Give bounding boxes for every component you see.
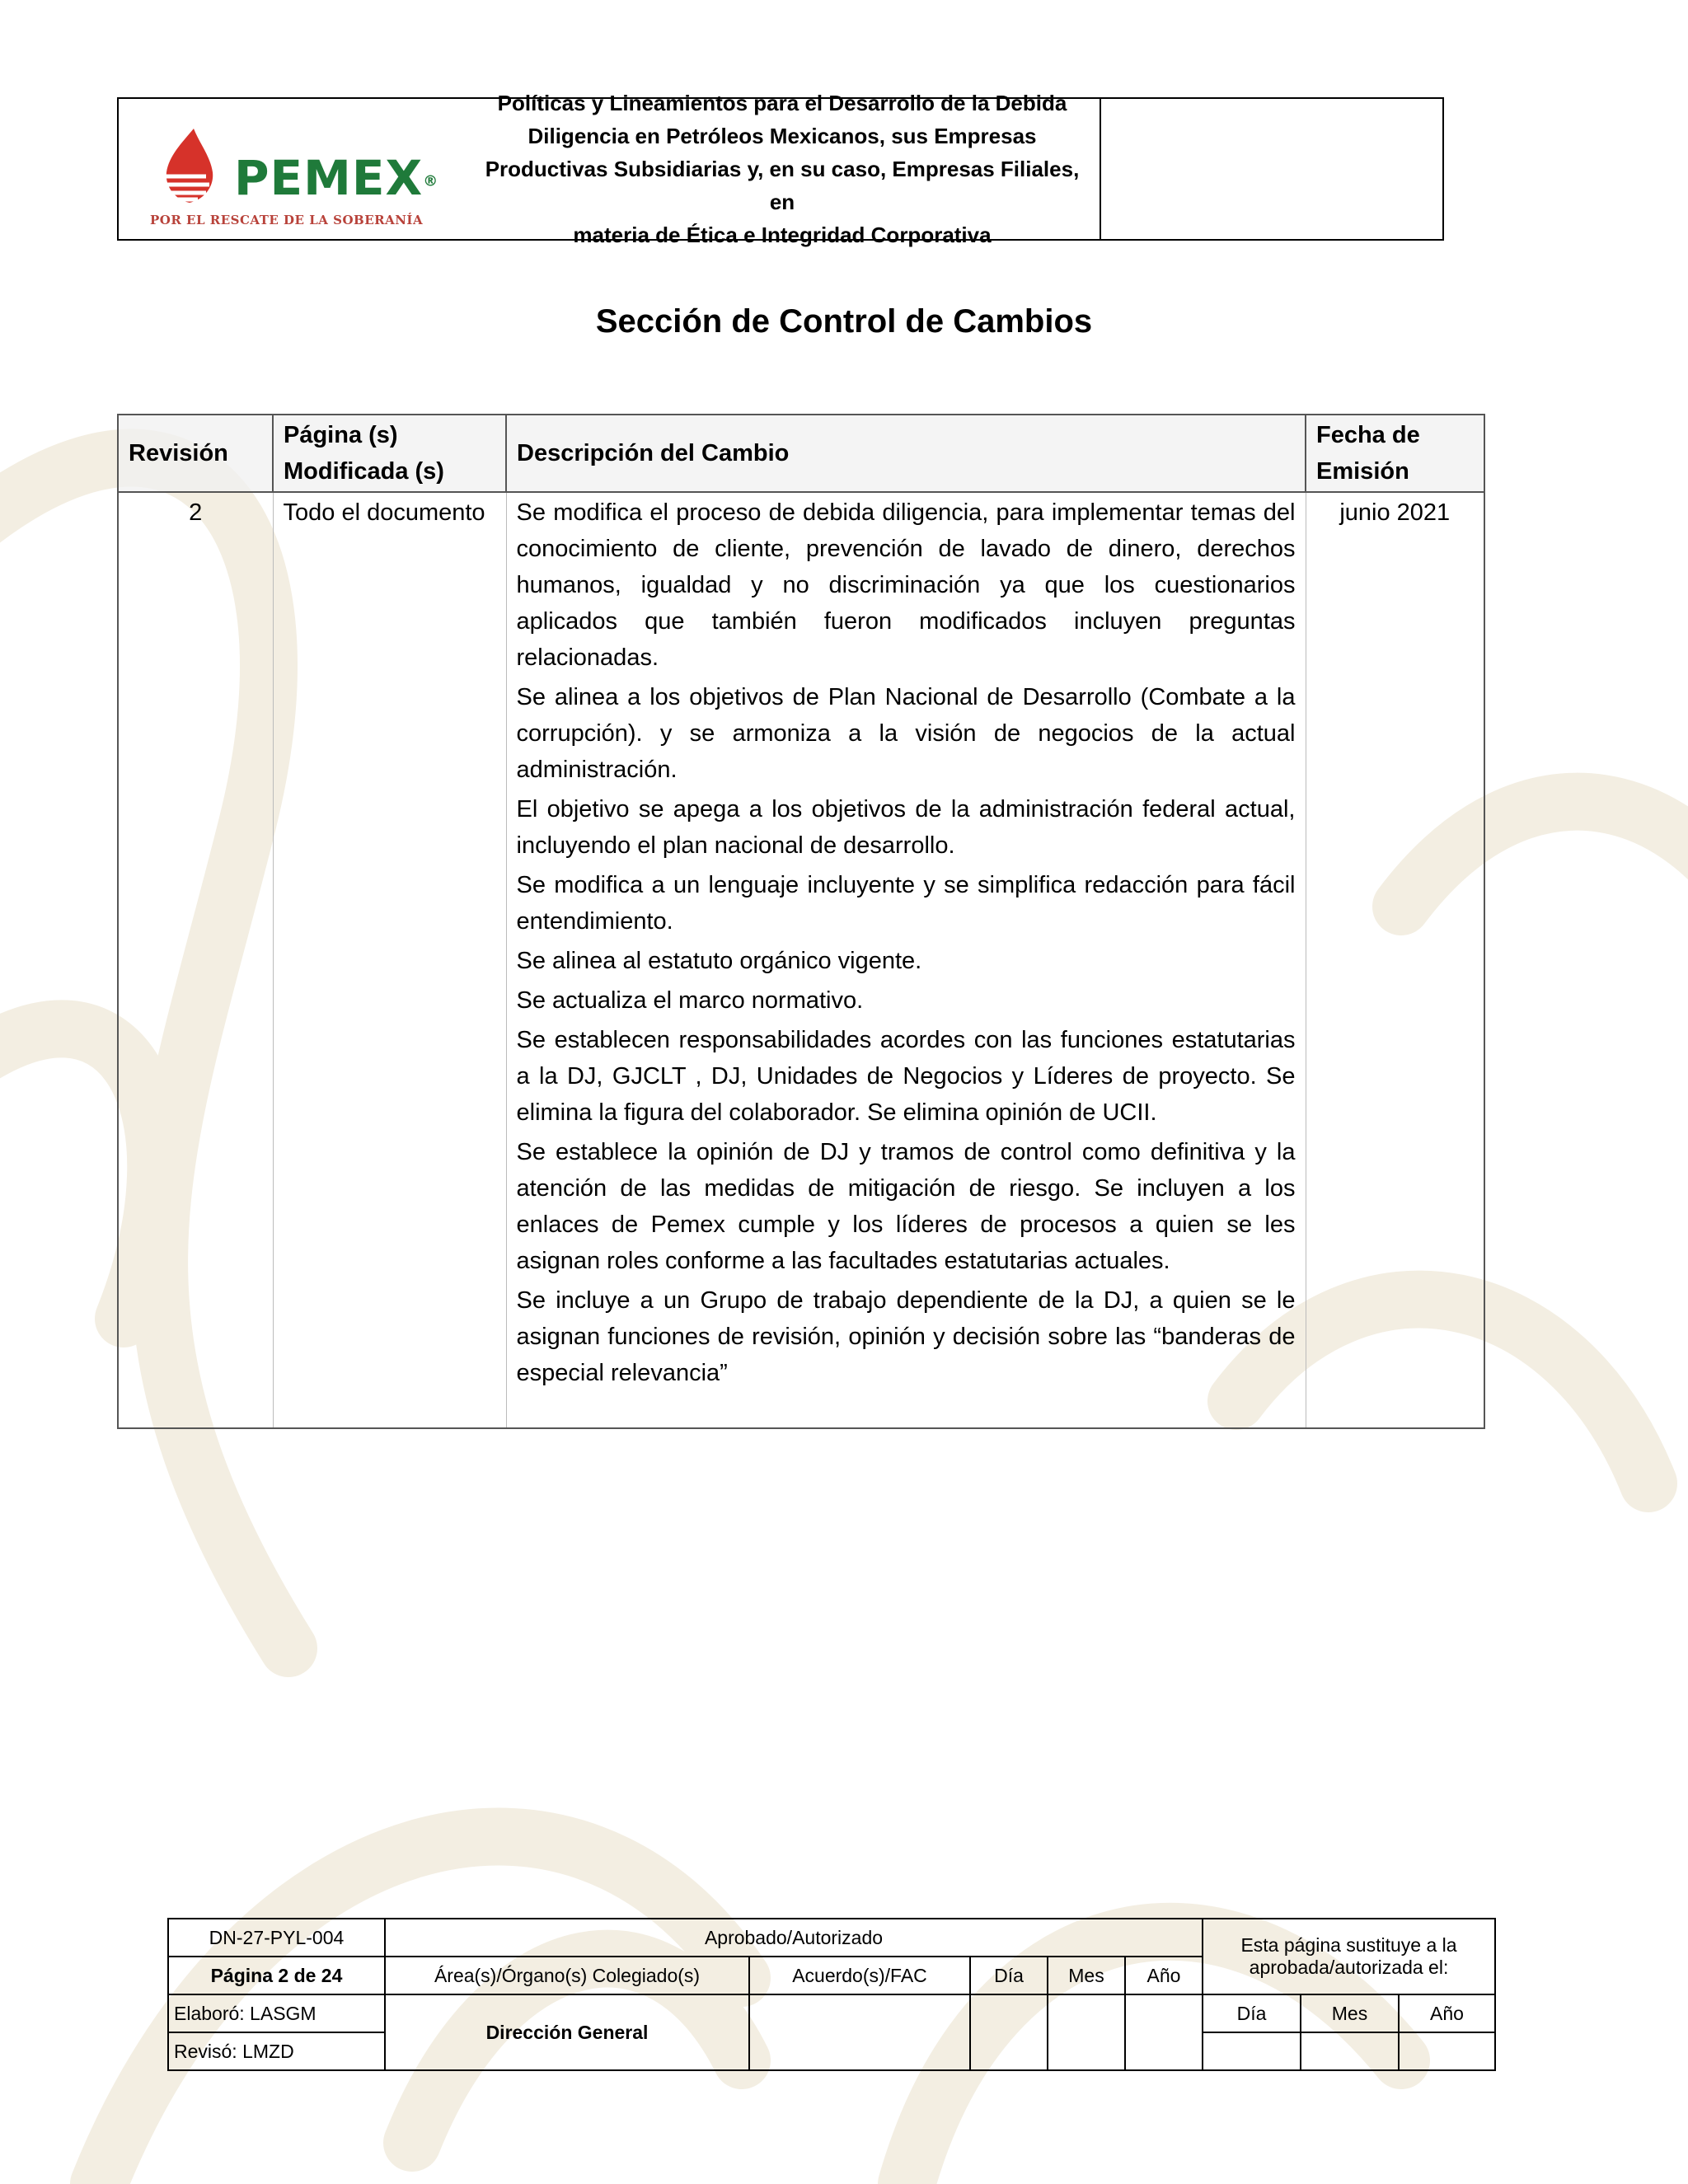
footer-doc-code: DN-27-PYL-004 xyxy=(168,1919,385,1957)
footer-replaces-day-value xyxy=(1203,2032,1301,2070)
footer-agreement-value xyxy=(749,1994,970,2070)
footer-area-label: Área(s)/Órgano(s) Colegiado(s) xyxy=(385,1957,749,1994)
pemex-tagline: POR EL RESCATE DE LA SOBERANÍA xyxy=(150,213,424,227)
header-blank-cell xyxy=(1100,99,1442,239)
footer-day-value xyxy=(970,1994,1048,2070)
description-paragraph: Se alinea al estatuto orgánico vigente. xyxy=(516,948,922,974)
footer-agreement-label: Acuerdo(s)/FAC xyxy=(749,1957,970,1994)
header-pages: Página (s) Modificada (s) xyxy=(273,415,506,492)
pemex-logo xyxy=(119,99,465,239)
footer-table xyxy=(167,1918,1496,2071)
footer-year-label: Año xyxy=(1125,1957,1203,1994)
document-header xyxy=(117,91,1444,247)
table-header-row xyxy=(118,415,1484,492)
footer-page-number: Página 2 de 24 xyxy=(168,1957,385,1994)
footer-replaces-label: Esta página sustituye a la aprobada/autorizada el: xyxy=(1203,1919,1495,1994)
footer-row xyxy=(168,1994,1495,2032)
description-paragraph: Se incluye a un Grupo de trabajo dependiente de la DJ, a quien se le asignan funciones de revisión, opinión y decisión sobre las “banderas de especial relevancia” xyxy=(516,1287,1296,1386)
pemex-eagle-icon xyxy=(148,127,231,209)
description-paragraph: Se establecen responsabilidades acordes con las funciones estatutarias a la DJ, GJCLT , DJ, Unidades de Negocios y Líderes de proyecto. Se elimina la figura del colaborador. Se elimina opinión de UCII. xyxy=(516,1027,1296,1126)
footer-direction: Dirección General xyxy=(385,1994,749,2070)
document-title: Políticas y Lineamientos para el Desarrollo de la Debida Diligencia en Petróleos Mexicanos, sus Empresas Productivas Subsidiarias y, en su caso, Empresas Filiales, en materia de Ética e Integridad Corporativa xyxy=(485,91,1080,247)
cell-date: junio 2021 xyxy=(1306,492,1484,1428)
footer-row xyxy=(168,1919,1495,1957)
header-revision: Revisión xyxy=(118,415,273,492)
footer-replaces-month-value xyxy=(1301,2032,1399,2070)
table-row xyxy=(118,492,1484,1428)
description-paragraph: El objetivo se apega a los objetivos de la administración federal actual, incluyendo el plan nacional de desarrollo. xyxy=(516,796,1296,859)
description-paragraph: Se establece la opinión de DJ y tramos de control como definitiva y la atención de las medidas de mitigación de riesgo. Se incluyen a los enlaces de Pemex cumple y los líderes de procesos a quien se les asignan roles conforme a las facultades estatutarias actuales. xyxy=(516,1139,1296,1274)
cell-pages: Todo el documento xyxy=(273,492,506,1428)
footer-approved-label: Aprobado/Autorizado xyxy=(385,1919,1203,1957)
description-paragraph: Se actualiza el marco normativo. xyxy=(516,987,864,1014)
footer-replaces-month-label: Mes xyxy=(1301,1994,1399,2032)
footer-prepared-by: Elaboró: LASGM xyxy=(168,1994,385,2032)
footer-month-value xyxy=(1048,1994,1125,2070)
footer-reviewed-by: Revisó: LMZD xyxy=(168,2032,385,2070)
footer-month-label: Mes xyxy=(1048,1957,1125,1994)
cell-description xyxy=(506,492,1306,1428)
change-control-table xyxy=(117,414,1485,1429)
footer-year-value xyxy=(1125,1994,1203,2070)
footer-day-label: Día xyxy=(970,1957,1048,1994)
header-date: Fecha de Emisión xyxy=(1306,415,1484,492)
description-paragraph: Se modifica el proceso de debida diligencia, para implementar temas del conocimiento de cliente, prevención de lavado de dinero, derechos humanos, igualdad y no discriminación ya que los cuestionarios aplicados que también fueron modificados incluyen preguntas relacionadas. xyxy=(516,499,1296,671)
pemex-wordmark: PEMEX® xyxy=(234,150,439,206)
description-paragraph: Se modifica a un lenguaje incluyente y se simplifica redacción para fácil entendimiento. xyxy=(516,872,1296,935)
section-title: Sección de Control de Cambios xyxy=(595,303,1093,340)
cell-revision: 2 xyxy=(118,492,273,1428)
footer-replaces-year-label: Año xyxy=(1399,1994,1495,2032)
description-paragraph: Se alinea a los objetivos de Plan Nacional de Desarrollo (Combate a la corrupción). y se armoniza a la visión de negocios de la actual administración. xyxy=(516,684,1296,783)
header-description: Descripción del Cambio xyxy=(506,415,1306,492)
footer-replaces-day-label: Día xyxy=(1203,1994,1301,2032)
footer-replaces-year-value xyxy=(1399,2032,1495,2070)
